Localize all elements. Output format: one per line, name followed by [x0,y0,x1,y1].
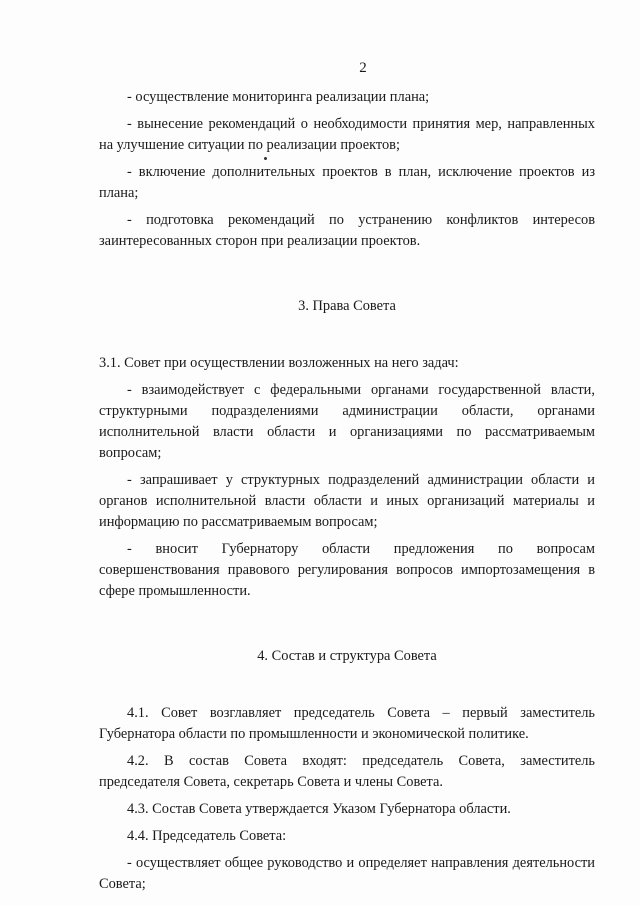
section-3-item-proposals: - вносит Губернатору области предложения по вопросам совершенствования правового регулирования вопросов импортозамещения в сфере промышленности. [99,541,595,599]
list-item-monitoring: - осуществление мониторинга реализации плана; [127,89,430,105]
section-4-item-4-3: 4.3. Состав Совета утверждается Указом Губернатора области. [127,801,511,817]
list-item-conflicts: - подготовка рекомендаций по устранению конфликтов интересов заинтересованных сторон при реализации проектов. [99,212,595,249]
section-4-item-4-2: 4.2. В состав Совета входят: председатель Совета, заместитель председателя Совета, секретарь Совета и члены Совета. [99,753,595,790]
page-number: 2 [359,60,367,76]
section-3-item-interacts: - взаимодействует с федеральными органами государственной власти, структурными подразделениями администрации области, органами исполнительной власти области и организациями по рассматриваемым вопросам; [99,382,595,461]
section-4-item-4-4: 4.4. Председатель Совета: [127,828,287,844]
list-item-recommendations: - вынесение рекомендаций о необходимости принятия мер, направленных на улучшение ситуации по реализации проектов; [99,116,595,153]
section-3-heading: 3. Права Совета [298,298,396,314]
section-3-item-requests: - запрашивает у структурных подразделений администрации области и органов исполнительной власти области и иных организаций материалы и информацию по рассматриваемым вопросам; [99,472,595,530]
section-4-item-chair-duties: - осуществляет общее руководство и определяет направления деятельности Совета; [99,855,595,892]
section-4-item-4-1: 4.1. Совет возглавляет председатель Совета – первый заместитель Губернатора области по промышленности и экономической политике. [99,705,595,742]
section-3-intro: 3.1. Совет при осуществлении возложенных на него задач: [99,355,459,371]
document-body [99,87,595,895]
list-item-projects: - включение дополнительных проектов в план, исключение проектов из плана; [99,164,595,201]
section-4-heading: 4. Состав и структура Совета [257,648,437,664]
